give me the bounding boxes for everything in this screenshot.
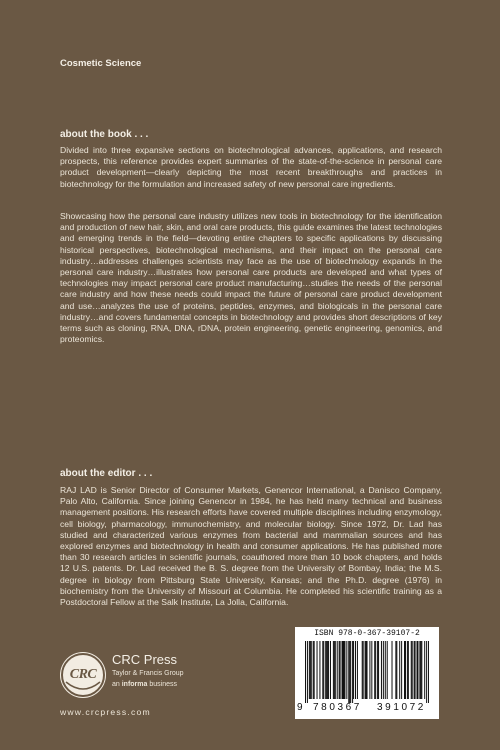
barcode-bar [325, 641, 326, 699]
barcode-bar [310, 641, 311, 699]
barcode-bar [313, 641, 314, 699]
barcode-bar [357, 641, 358, 699]
barcode-bar [401, 641, 402, 699]
barcode-bar [426, 641, 427, 703]
barcode-bar [328, 641, 329, 699]
barcode-lead-digit: 9 [297, 702, 303, 713]
barcode-bar [322, 641, 323, 699]
barcode-bar [417, 641, 418, 699]
barcode-bar [314, 641, 315, 699]
about-book-paragraph-1: Divided into three expansive sections on biotechnological advances, applications, and research prospects, this reference provides expert summaries of the state-of-the-science in personal care product development—clearly depicting the most recent breakthroughs and practices in biotechnology for the formulation and increased safety of new personal care ingredients. [60, 145, 442, 189]
barcode-bar [342, 641, 343, 699]
publisher-tagline [112, 681, 177, 688]
barcode-bar [327, 641, 328, 699]
barcode-bar [346, 641, 347, 699]
barcode-bar [383, 641, 384, 699]
tagline-suffix: business [147, 681, 177, 688]
barcode-right-digits: 391072 [377, 702, 426, 713]
barcode-bar [420, 641, 421, 699]
barcode-bar [343, 641, 344, 699]
barcode-bar [317, 641, 318, 699]
barcode-bar [362, 641, 363, 699]
barcode-bar [387, 641, 388, 699]
barcode-bar [335, 641, 336, 699]
barcode-bar [342, 641, 343, 699]
barcode-bar [350, 641, 351, 703]
barcode-bar [411, 641, 412, 699]
barcode-bar [392, 641, 393, 699]
tagline-informa: informa [121, 681, 148, 688]
publisher-group: Taylor & Francis Group [112, 670, 184, 677]
barcode-bar [319, 641, 320, 699]
barcode-bar [385, 641, 386, 699]
publisher-name: CRC Press [112, 652, 178, 667]
barcode-bar [428, 641, 429, 703]
barcode-bar [337, 641, 338, 699]
barcode-bar [407, 641, 408, 699]
publisher-website: www.crcpress.com [60, 707, 151, 717]
barcode-bar [330, 641, 331, 699]
barcode-bar [352, 641, 353, 703]
barcode-bar [396, 641, 397, 699]
barcode-bar [424, 641, 425, 699]
barcode-bar [344, 641, 345, 699]
barcode-bar [355, 641, 356, 699]
barcode-bar [395, 641, 396, 699]
series-label: Cosmetic Science [60, 58, 142, 69]
barcode-bar [378, 641, 379, 699]
barcode-bar [421, 641, 422, 699]
barcode-bar [415, 641, 416, 699]
barcode-bar [399, 641, 400, 699]
barcode-bar [326, 641, 327, 699]
barcode-bar [349, 641, 350, 703]
about-book-paragraph-2: Showcasing how the personal care industry utilizes new tools in biotechnology for the identification and production of new hair, skin, and oral care products, this guide examines the latest technologies and emerging trends in the field—devoting entire chapters to specific applications by discussing historical perspectives, biotechnological mechanisms, and their impact on the personal care industry…addresses challenges scientists may face as the use of biotechnology expands in the personal care industry…illustrates how personal care products are developed and what types of technologies may impact personal care product manufacturing…studies the needs of the personal care industry and how these needs could impact the future of personal care product development and use…analyzes the use of proteins, peptides, enzymes, and biologicals in the personal care industry…and covers fundamental concepts in biotechnology and provides short descriptions of key terms such as cloning, RNA, DNA, rDNA, protein engineering, genetic engineering, genomics, and proteomics. [60, 211, 442, 345]
barcode-bar [348, 641, 349, 703]
barcode-bar [367, 641, 368, 699]
crc-press-logo [60, 652, 106, 698]
barcode-bar [414, 641, 415, 699]
barcode-bar [340, 641, 341, 699]
isbn-number: ISBN 978-0-367-39107-2 [314, 629, 420, 638]
about-editor-paragraph: RAJ LAD is Senior Director of Consumer Markets, Genencor International, a Danisco Company, Palo Alto, California. Since joining Genencor in 1984, he has held many technical and business management positions. His research efforts have covered multiple disciplines including enzymology, cell biology, pharmacology, immunochemistry, and molecular biology. Since 1972, Dr. Lad has studied and characterized various enzymes from bacterial and mammalian sources and has explored enzymes and biotechnology in health and consumer applications. He has published more than 30 research articles in scientific journals, coauthored more than 10 book chapters, and holds 12 U.S. patents. Dr. Lad received the B. S. degree from the University of Bombay, India; the M.S. degree in biology from Pittsburg State University, Kansas; and the Ph.D. degree (1976) in biochemistry from the University of Missouri at Columbia. He completed his scientific training as a Postdoctoral Fellow at the Salk Institute, La Jolla, California. [60, 485, 442, 608]
barcode-bar [377, 641, 378, 699]
barcode-bar [375, 641, 376, 699]
barcode-left-digits: 780367 [313, 702, 362, 713]
barcode-bar [311, 641, 312, 699]
barcode-bar [405, 641, 406, 699]
barcode-bar [404, 641, 405, 699]
barcode-bar [305, 641, 306, 703]
barcode-bar [309, 641, 310, 699]
logo-text: CRC [69, 667, 97, 682]
barcode-bar [366, 641, 367, 699]
barcode-bar [334, 641, 335, 699]
barcode-bar [369, 641, 370, 699]
barcode-bar [339, 641, 340, 699]
barcode-bar [412, 641, 413, 699]
barcode-bar [307, 641, 308, 703]
about-editor-heading: about the editor . . . [60, 468, 153, 479]
tagline-prefix: an [112, 681, 122, 688]
barcode-bar [371, 641, 372, 699]
about-book-heading: about the book . . . [60, 129, 149, 140]
barcode-bar [408, 641, 409, 699]
barcode-bar [333, 641, 334, 699]
barcode-bar [417, 641, 418, 699]
barcode-bar [365, 641, 366, 699]
isbn-barcode [295, 627, 439, 719]
barcode-bar [381, 641, 382, 699]
barcode-bar [374, 641, 375, 699]
barcode-bar [323, 641, 324, 699]
barcode-bar [363, 641, 364, 699]
barcode-bar [353, 641, 354, 699]
barcode-bar [419, 641, 420, 699]
barcode-bars [305, 641, 429, 703]
